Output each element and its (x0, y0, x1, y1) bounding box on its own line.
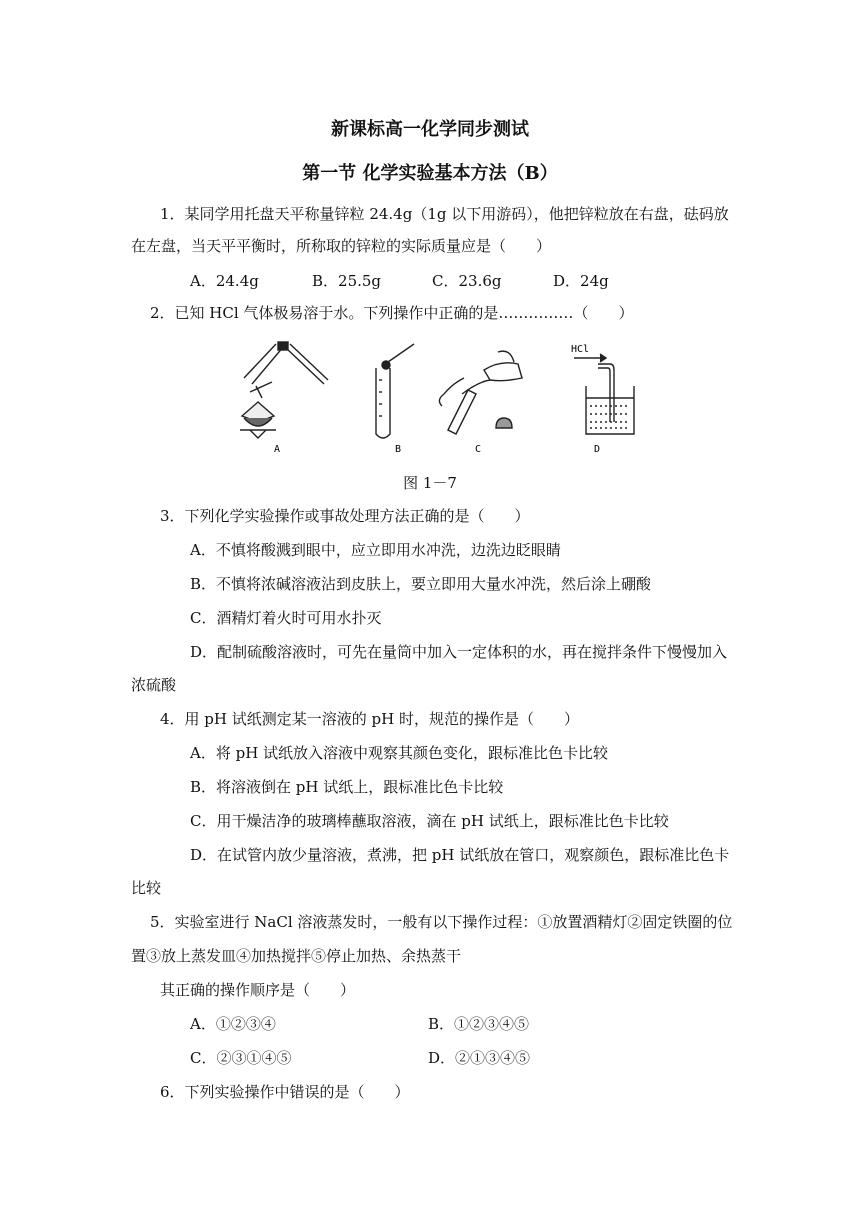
figure-label-c: C (475, 444, 482, 455)
q3-option-b: B．不慎将浓碱溶液沾到皮肤上，要立即用大量水冲洗，然后涂上硼酸 (190, 575, 652, 593)
q5-stem-line3: 其正确的操作顺序是（ ） (160, 981, 356, 999)
q3-option-d-line2: 浓硫酸 (131, 676, 177, 694)
q5-option-b: B．①②③④⑤ (428, 1015, 530, 1033)
q1-option-b: B．25.5g (312, 272, 382, 290)
q1-option-a: A．24.4g (190, 272, 259, 290)
q5-option-d: D．②①③④⑤ (428, 1049, 531, 1067)
q1-stem-line1: 1．某同学用托盘天平称量锌粒 24.4g（1g 以下用游码），他把锌粒放在右盘，砝码放 (160, 205, 729, 223)
figure-label-a: A (274, 444, 281, 455)
q1-option-d: D．24g (553, 272, 609, 290)
apparatus-a-icon (240, 342, 328, 438)
q5-stem-line2: 置③放上蒸发皿④加热搅拌⑤停止加热、余热蒸干 (131, 947, 462, 965)
q1-option-c: C．23.6g (432, 272, 502, 290)
figure-label-b: B (395, 444, 402, 455)
q1-stem-line2: 在左盘，当天平平衡时，所称取的锌粒的实际质量应是（ ） (131, 237, 552, 255)
q3-option-d-line1: D．配制硫酸溶液时，可先在量筒中加入一定体积的水，再在搅拌条件下慢慢加入 (190, 643, 728, 661)
section-title: 第一节 化学实验基本方法（B） (302, 163, 558, 184)
q4-option-c: C．用干燥洁净的玻璃棒蘸取溶液，滴在 pH 试纸上，跟标准比色卡比较 (190, 812, 669, 830)
apparatus-c-icon (439, 351, 522, 434)
figure-caption: 图 1－7 (403, 474, 457, 492)
q4-option-d-line2: 比较 (131, 879, 162, 897)
q4-option-b: B．将溶液倒在 pH 试纸上，跟标准比色卡比较 (190, 778, 504, 796)
q5-option-c: C．②③①④⑤ (190, 1049, 292, 1067)
apparatus-b-icon (376, 344, 414, 438)
q3-option-c: C．酒精灯着火时可用水扑灭 (190, 609, 382, 627)
page-title: 新课标高一化学同步测试 (331, 119, 529, 140)
q4-option-a: A．将 pH 试纸放入溶液中观察其颜色变化，跟标准比色卡比较 (190, 744, 609, 762)
q2-stem: 2．已知 HCl 气体极易溶于水。下列操作中正确的是……………（ ） (150, 304, 634, 322)
apparatus-drawing (228, 338, 648, 458)
apparatus-figure (228, 338, 648, 458)
q4-stem: 4．用 pH 试纸测定某一溶液的 pH 时，规范的操作是（ ） (160, 710, 579, 728)
apparatus-d-icon (574, 354, 634, 434)
q3-stem: 3．下列化学实验操作或事故处理方法正确的是（ ） (160, 507, 530, 525)
q4-option-d-line1: D．在试管内放少量溶液，煮沸，把 pH 试纸放在管口，观察颜色，跟标准比色卡 (190, 846, 730, 864)
q5-option-a: A．①②③④ (190, 1015, 276, 1033)
figure-label-d: D (594, 444, 601, 455)
q6-stem: 6．下列实验操作中错误的是（ ） (160, 1083, 410, 1101)
figure-gas-label: HCl (571, 344, 590, 355)
q3-option-a: A．不慎将酸溅到眼中，应立即用水冲洗，边洗边眨眼睛 (190, 541, 561, 559)
q5-stem-line1: 5．实验室进行 NaCl 溶液蒸发时，一般有以下操作过程：①放置酒精灯②固定铁圈的位 (150, 913, 733, 931)
